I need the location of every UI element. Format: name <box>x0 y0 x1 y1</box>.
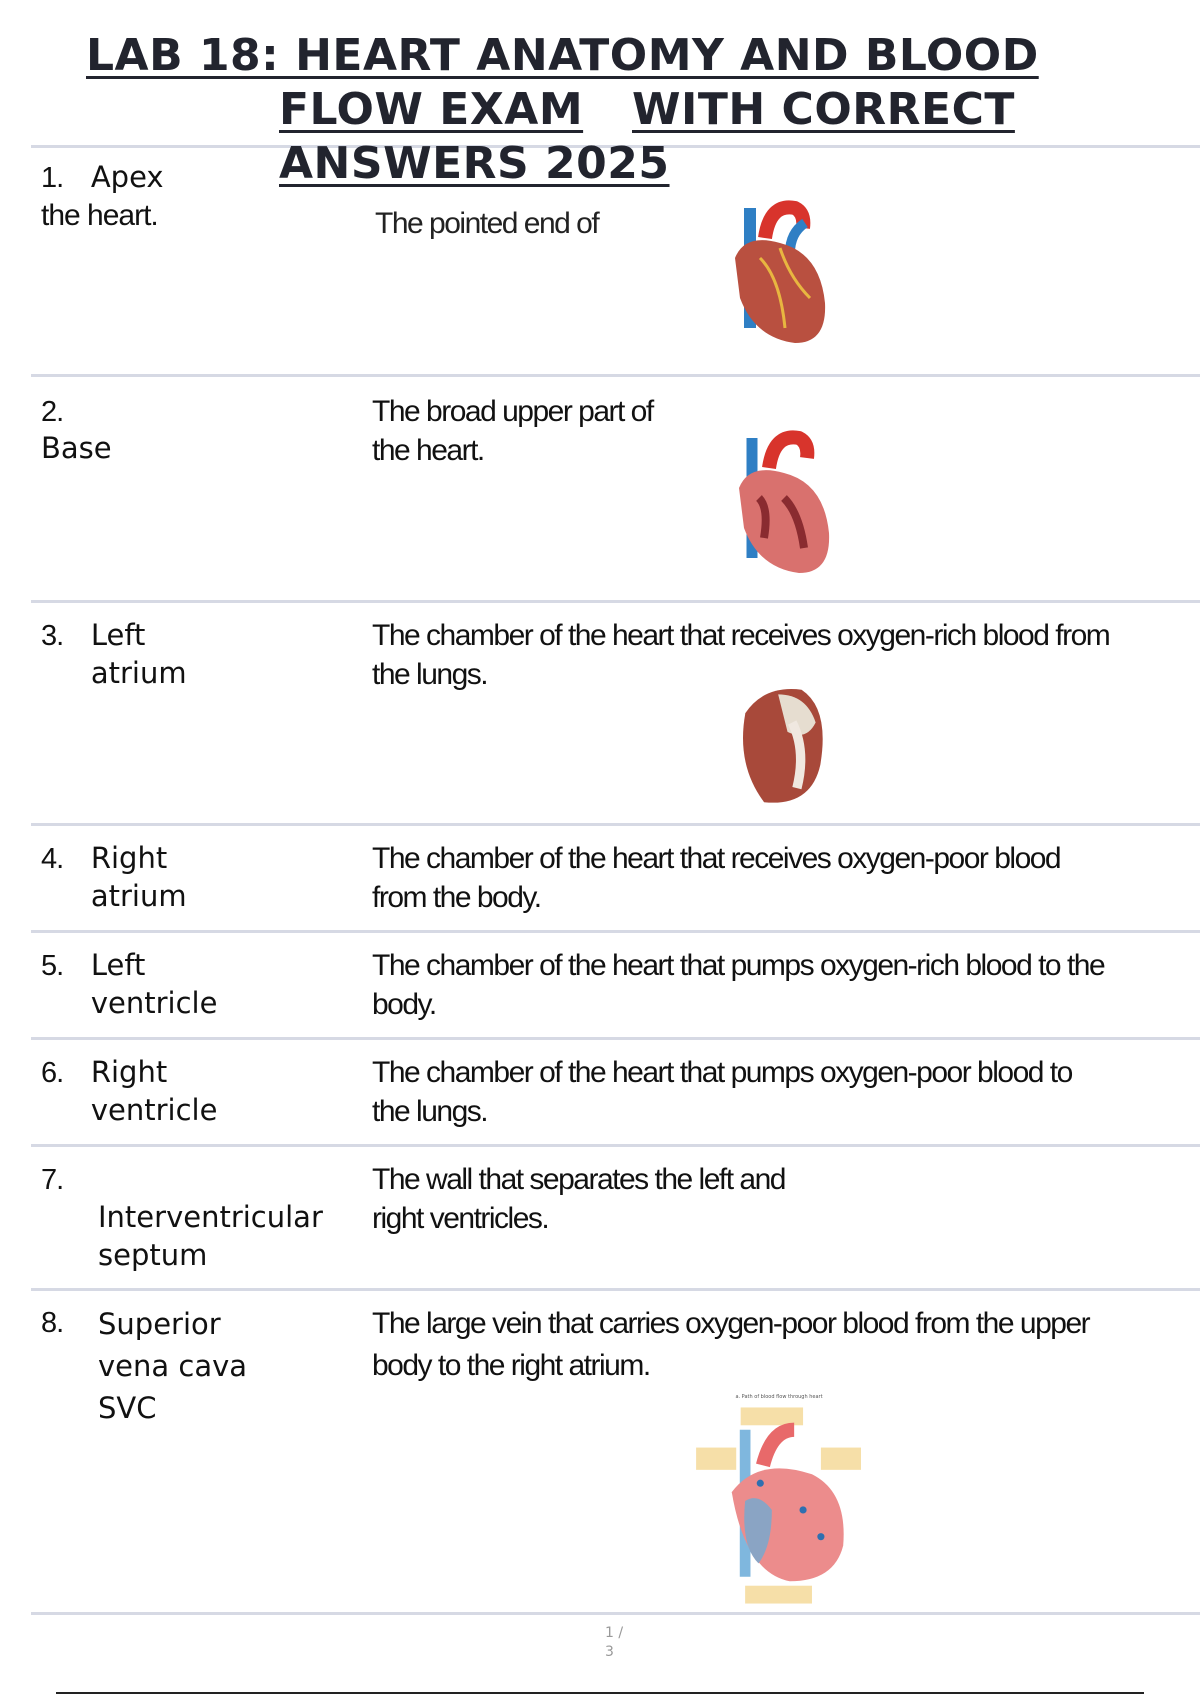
left-atrium-specimen-image <box>733 685 828 805</box>
term-8-number: 8. <box>41 1307 64 1339</box>
page-number: 1 / 3 <box>605 1625 624 1660</box>
term-5: 5. Left ventricle <box>41 948 218 1020</box>
row-divider <box>31 1612 1200 1615</box>
term-2-number: 2. <box>41 396 64 428</box>
definition-1: The pointed end of <box>375 207 599 240</box>
definition-4: The chamber of the heart that receives oxygen-poor blood from the body. <box>372 842 1061 914</box>
title-line-1: LAB 18: HEART ANATOMY AND BLOOD <box>86 30 1039 81</box>
term-3: 3. Left atrium <box>41 618 187 690</box>
definition-8: The large vein that carries oxygen-poor blood from the upper body to the right atrium. <box>372 1307 1090 1382</box>
row-divider <box>31 1037 1200 1040</box>
term-2: Base <box>41 431 112 465</box>
title-line-3: ANSWERS 2025 <box>279 138 670 189</box>
term-1-continued: the heart. <box>41 199 158 232</box>
heart-section-image <box>724 428 834 573</box>
row-divider <box>31 374 1200 377</box>
row-divider <box>31 930 1200 933</box>
row-divider <box>31 823 1200 826</box>
row-divider <box>31 1144 1200 1147</box>
definition-6: The chamber of the heart that pumps oxygen-poor blood to the lungs. <box>372 1056 1072 1128</box>
term-8: Superior vena cava SVC <box>98 1307 248 1425</box>
heart-exterior-image <box>720 198 830 346</box>
diagram-caption: a. Path of blood flow through heart <box>735 1394 823 1400</box>
term-7-number: 7. <box>41 1164 64 1196</box>
term-1: 1. Apex <box>41 160 164 194</box>
definition-3: The chamber of the heart that receives oxygen-rich blood from the lungs. <box>372 619 1110 691</box>
row-divider <box>31 600 1200 603</box>
term-6: 6. Right ventricle <box>41 1055 218 1127</box>
title-line-2b: WITH CORRECT <box>632 84 1015 135</box>
footer-rule <box>56 1692 1144 1694</box>
blood-flow-diagram-image <box>694 1403 864 1608</box>
definition-2: The broad upper part of the heart. <box>372 395 653 467</box>
definition-5: The chamber of the heart that pumps oxygen-rich blood to the body. <box>372 949 1105 1021</box>
term-4: 4. Right atrium <box>41 841 187 913</box>
row-divider <box>31 1288 1200 1291</box>
title-line-2a: FLOW EXAM <box>279 84 584 135</box>
definition-7: The wall that separates the left and right ventricles. <box>372 1163 785 1235</box>
term-7: Interventricular septum <box>98 1200 323 1272</box>
